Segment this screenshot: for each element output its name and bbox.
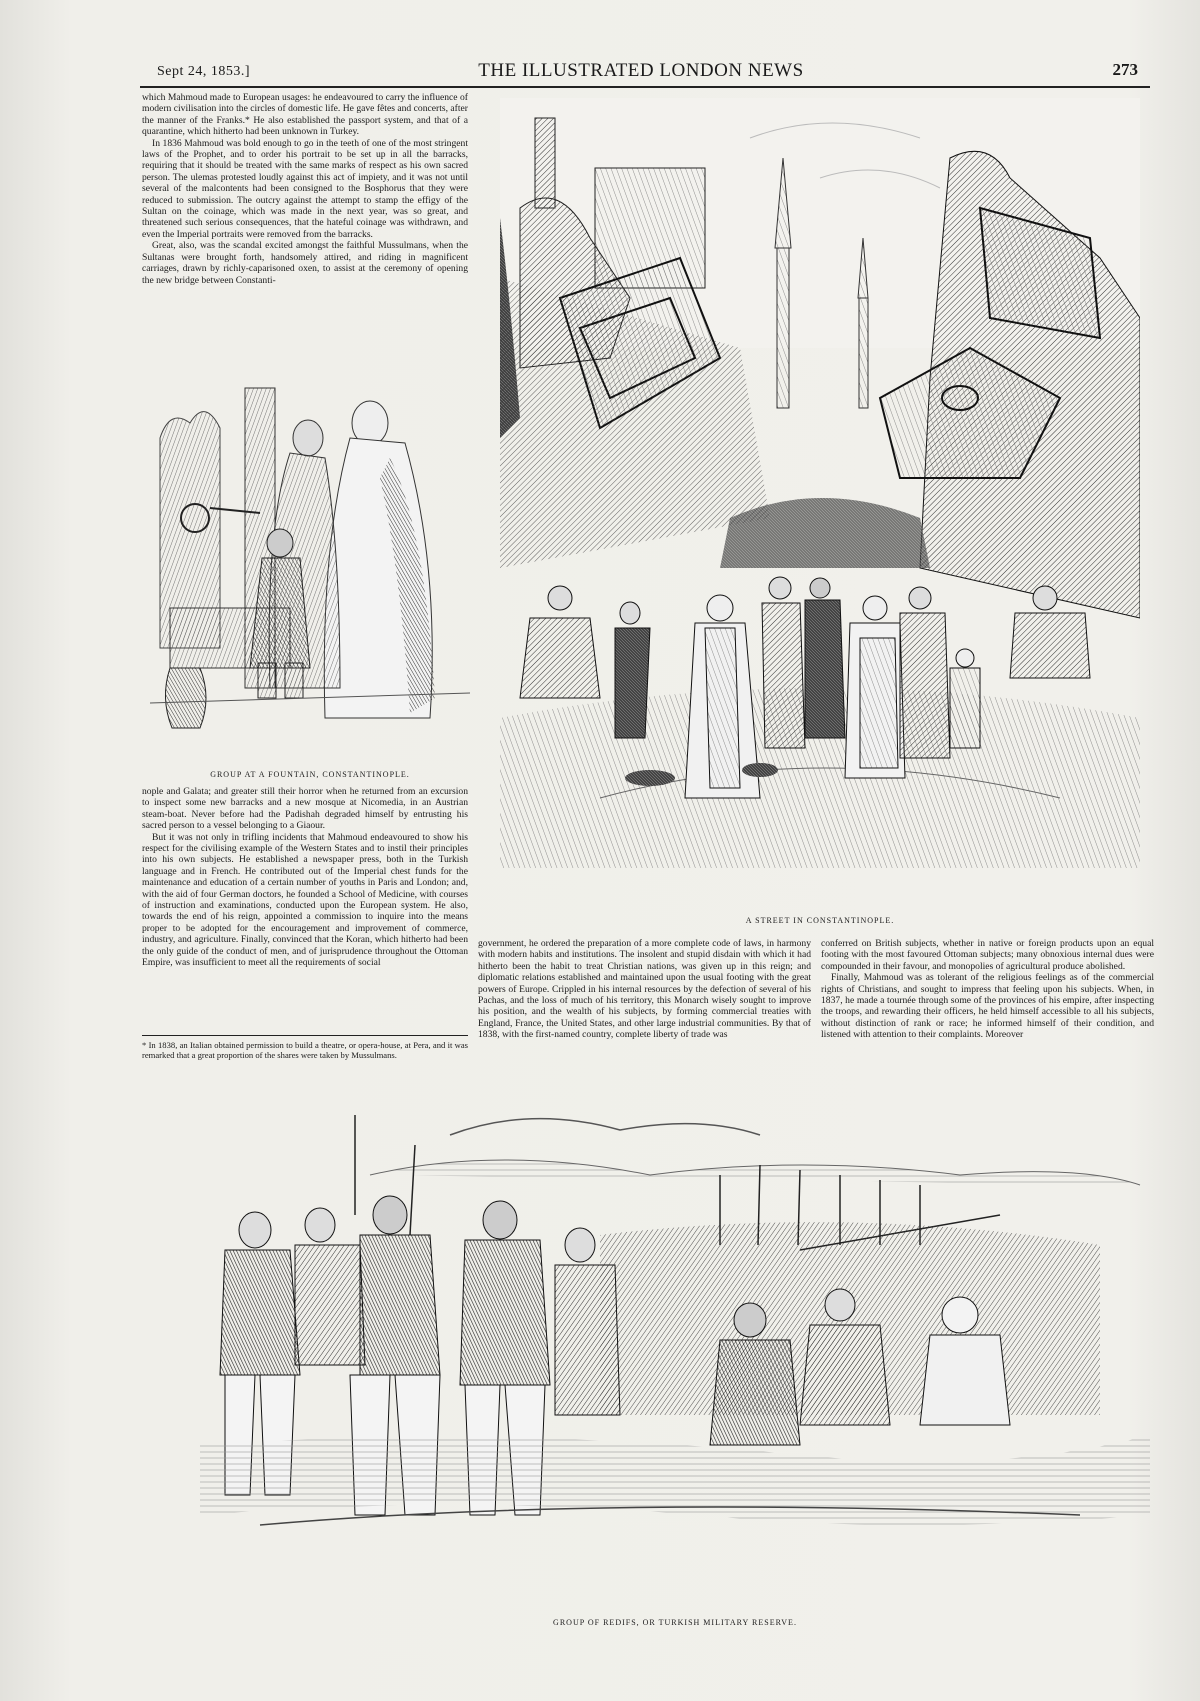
page-header — [140, 58, 1142, 84]
middle-column — [478, 938, 811, 1074]
paragraph: Finally, Mahmoud was as tolerant of the religious feelings as of the commercial rights of Christians, and sought to impress that feeling upon his subjects. When, in 1837, he made a tournée through some of the provinces of his empire, after inspecting the troops, and rewarding their officers, he held himself accessible to all his subjects, without distinction of rank or race; he informed himself of their condition, and listened with attention to their complaints. Moreover — [821, 972, 1154, 1041]
fountain-illustration — [150, 368, 470, 760]
paragraph: conferred on British subjects, whether in native or foreign products upon an equal footing with the most favoured Ottoman subjects; many obnoxious internal dues were compounded in their favour, and monopolies of agricultural produce abolished. — [821, 938, 1154, 972]
right-column — [821, 938, 1154, 1074]
page-number: 273 — [1112, 60, 1138, 79]
fountain-caption: GROUP AT A FOUNTAIN, CONSTANTINOPLE. — [210, 770, 410, 779]
redifs-engraving — [200, 1095, 1150, 1595]
header-rule — [140, 86, 1150, 88]
paragraph: Great, also, was the scandal excited amongst the faithful Mussulmans, when the Sultanas were brought forth, handsomely attired, and riding in magnificent carriages, drawn by richly-caparisoned oxen, to assist at the ceremony of opening the new bridge between Constanti- — [142, 240, 468, 286]
paragraph: nople and Galata; and greater still their horror when he returned from an excursion to inspect some new barracks and a new mosque at Nicomedia, in an Austrian steam-boat. Never before had the Padishah degraded himself by entrusting his sacred person to a vessel belonging to a Giaour. — [142, 786, 468, 832]
redifs-caption: GROUP OF REDIFS, OR TURKISH MILITARY RESERVE. — [553, 1618, 797, 1627]
paragraph: government, he ordered the preparation of a more complete code of laws, in harmony with modern habits and institutions. The insolent and stupid disdain with which it had hitherto been the habit to treat Christian nations, was given up in this reign; and diplomatic relations established and maintained upon the usual footing with the great powers of Europe. Crippled in his internal resources by the defection of several of his Pachas, and the loss of much of his territory, this Monarch wisely sought to improve his position, and the wealth of his subjects, by forming commercial treaties with England, France, the United States, and other large industrial communities. By that of 1838, with the first-named country, complete liberty of trade was — [478, 938, 811, 1041]
redifs-illustration — [200, 1095, 1150, 1595]
footnote-rule — [142, 1035, 468, 1036]
paragraph: In 1836 Mahmoud was bold enough to go in the teeth of one of the most stringent laws of the Prophet, and to order his portrait to be set up in all the barracks, requiring that it should be treated with the same marks of respect as his own sacred person. The ulemas protested loudly against this act of impiety, and it was not until several of the malcontents had been consigned to the Bosphorus that they were reduced to submission. The outcry against the attempt to stamp the effigy of the Sultan on the coinage, which was made in the next year, was so great, and threatened such serious consequences, that the hateful coinage was withdrawn, and even the Imperial portraits were removed from the barracks. — [142, 137, 468, 240]
paragraph: which Mahmoud made to European usages: he endeavoured to carry the influence of modern civilisation into the circles of domestic life. He gave fêtes and concerts, after the manner of the Franks.* He also established the passport system, and that of a quarantine, which hitherto had been unknown in Turkey. — [142, 92, 468, 138]
street-caption: A STREET IN CONSTANTINOPLE. — [745, 916, 895, 925]
left-column-top — [142, 92, 468, 364]
issue-date: Sept 24, 1853.] — [157, 64, 251, 79]
left-column-bottom — [142, 786, 468, 1034]
paragraph: But it was not only in trifling incidents that Mahmoud endeavoured to show his respect for the civilising example of the Western States and to instil their principles into his own subjects. He established a newspaper press, both in the Turkish language and in French. He contributed out of the Imperial chest funds for the maintenance and education of a certain number of youths in Paris and London; and, with the aid of four German doctors, he founded a School of Medicine, with courses of instruction and examinations, conducted upon the European system. He also, towards the end of his reign, appointed a commission to inquire into the means proper to be adopted for the encouragement and improvement of commerce, industry, and agriculture. Finally, convinced that the Koran, which hitherto had been the only guide of the conduct of men, and of jurisprudence throughout the Ottoman Empire, was insufficient to meet all the requirements of social — [142, 831, 468, 969]
street-illustration — [500, 98, 1140, 868]
fountain-engraving — [150, 368, 470, 760]
masthead-title: THE ILLUSTRATED LONDON NEWS — [478, 60, 804, 81]
street-engraving — [500, 98, 1140, 868]
footnote: * In 1838, an Italian obtained permission to build a theatre, or opera-house, at Pera, and it was remarked that a great proportion of the shares were taken by Mussulmans. — [142, 1040, 468, 1060]
